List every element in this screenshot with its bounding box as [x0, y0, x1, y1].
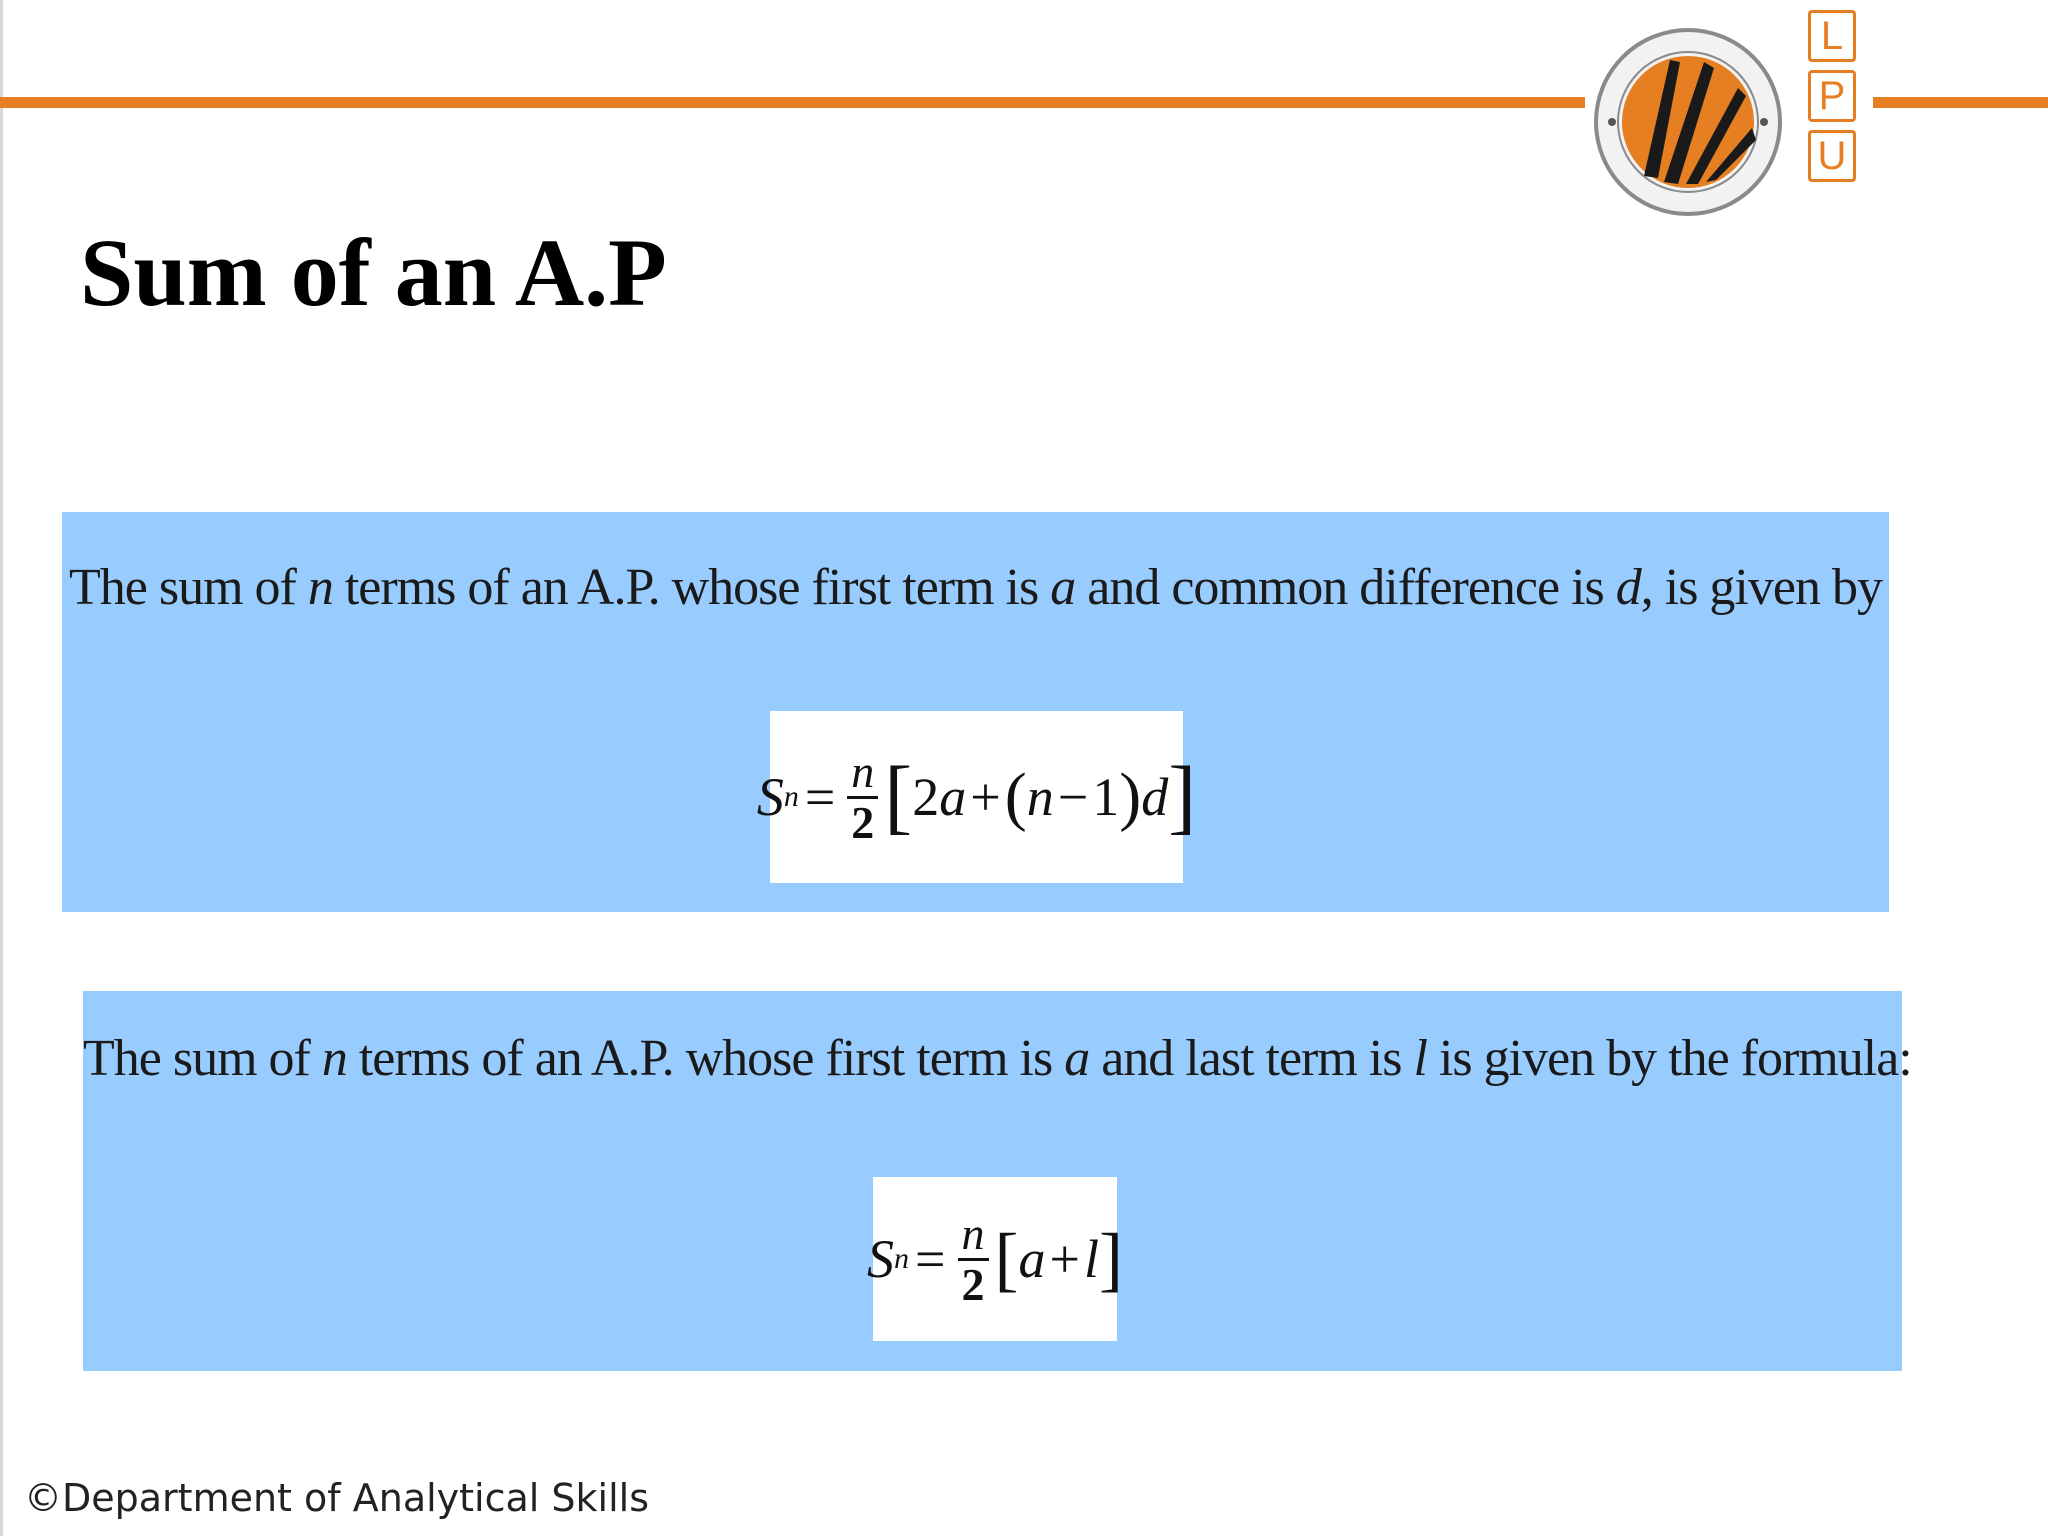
formula-bracket-close: ] — [1098, 1219, 1123, 1299]
var-a: a — [1064, 1030, 1090, 1087]
var-n: n — [307, 559, 333, 616]
fraction-numerator: n — [958, 1210, 989, 1261]
formula-fraction — [958, 1207, 989, 1310]
formula-term: 1 — [1092, 767, 1120, 827]
slide-title: Sum of an A.P — [80, 219, 667, 326]
lpu-letter-u: U — [1808, 130, 1856, 182]
formula-plus: + — [1049, 1229, 1080, 1289]
text: , is given by — [1640, 559, 1882, 616]
text: terms of an A.P. whose first term is — [346, 1030, 1065, 1087]
formula-equals: = — [804, 767, 836, 827]
formula-term: a — [1018, 1229, 1046, 1289]
formula-lhs: S — [756, 767, 784, 827]
formula-fraction — [847, 745, 878, 848]
formula-bracket-open: [ — [884, 750, 913, 843]
var-l: l — [1413, 1030, 1427, 1087]
text: and last term is — [1089, 1030, 1414, 1087]
header-rule-right — [1873, 97, 2048, 108]
formula-term: d — [1141, 767, 1169, 827]
formula-lhs-subscript: n — [783, 780, 799, 813]
formula-term: a — [939, 767, 967, 827]
var-d: d — [1615, 559, 1641, 616]
var-a: a — [1050, 559, 1076, 616]
formula-equals: = — [915, 1229, 946, 1289]
fraction-numerator: n — [847, 748, 878, 799]
text: The sum of — [69, 559, 308, 616]
formula-box-common-difference — [62, 512, 1889, 912]
text: terms of an A.P. whose first term is — [332, 559, 1051, 616]
footer-copyright: ©Department of Analytical Skills — [24, 1476, 650, 1520]
sum-formula-first-last-term — [867, 1177, 1123, 1341]
formula-bracket-open: [ — [994, 1219, 1019, 1299]
formula-lhs-subscript: n — [894, 1242, 910, 1275]
lpu-letter-l: L — [1808, 10, 1856, 62]
fraction-denominator: 2 — [851, 796, 875, 848]
sum-formula-first-term-difference — [756, 711, 1197, 883]
fraction-denominator: 2 — [961, 1258, 985, 1310]
formula-lhs: S — [867, 1229, 895, 1289]
text: is given by the formula: — [1426, 1030, 1912, 1087]
text: and common difference is — [1075, 559, 1616, 616]
var-n: n — [321, 1030, 347, 1087]
formula-box-last-term — [83, 991, 1912, 1371]
lpu-wordmark — [1808, 10, 1862, 190]
formula-paren-open: ( — [1004, 760, 1027, 833]
box1-description — [62, 558, 1889, 617]
box2-description — [83, 1029, 1912, 1088]
lpu-seal-icon — [1592, 26, 1784, 218]
lpu-letter-p: P — [1808, 70, 1856, 122]
formula-term: l — [1083, 1229, 1099, 1289]
slide-left-border — [0, 0, 3, 1536]
formula-bracket-close: ] — [1168, 750, 1197, 843]
formula-term: 2 — [912, 767, 940, 827]
text: The sum of — [83, 1030, 322, 1087]
formula-term: n — [1026, 767, 1054, 827]
header-rule — [0, 97, 1585, 108]
formula-plus: + — [970, 767, 1001, 827]
formula-paren-close: ) — [1119, 760, 1142, 833]
formula-minus: − — [1057, 767, 1089, 827]
